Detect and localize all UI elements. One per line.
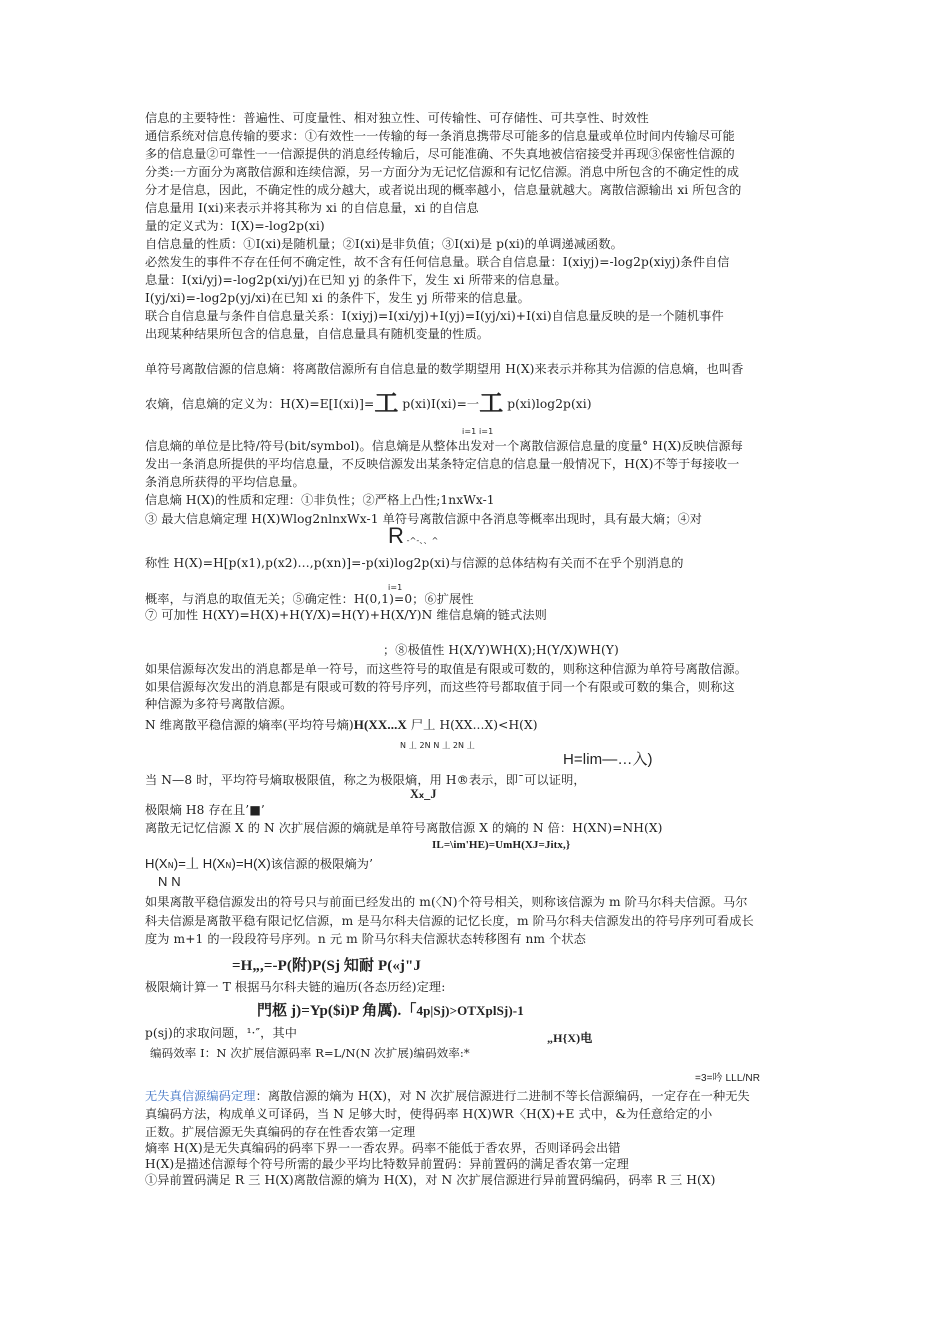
text-line: 当 N—8 时，平均符号熵取极限值，称之为极限熵，用 H®表示，即¯可以证明， bbox=[145, 773, 586, 787]
formula-text: 4p|Sj)>OTXplSj)-1 bbox=[416, 1003, 524, 1018]
sum-symbol: 工 bbox=[374, 390, 399, 417]
formula-text: H(X bbox=[145, 856, 168, 871]
text-line: ①异前置码满足 R 三 H(X)离散信源的熵为 H(X)，对 N 次扩展信源进行异前置码编码，码率 R 三 H(X) bbox=[145, 1173, 716, 1187]
extension-entropy-line bbox=[145, 856, 373, 874]
text-line: 自信息量的性质：①I(xi)是随机量；②I(xi)是非负值；③I(xi)是 p(xi)的单调递减函数。 bbox=[145, 237, 623, 251]
formula-symbol: R bbox=[388, 523, 404, 548]
formula-text: „H{X)电 bbox=[547, 1031, 593, 1045]
text-line: 正数。扩展信源无失真编码的存在性香农第一定理 bbox=[145, 1125, 416, 1139]
text-line: 科夫信源是离散平稳有限记忆信源，m 是马尔科夫信源的记忆长度，m 阶马尔科夫信源发出的符号序列可看成长 bbox=[145, 914, 754, 928]
text-line bbox=[145, 1088, 750, 1104]
text-line: ；⑧极值性 H(X/Y)WH(X);H(Y/X)WH(Y) bbox=[383, 643, 619, 657]
formula-text: X bbox=[410, 787, 419, 801]
formula-text: 尸丄 H(XX...X)<H(X) bbox=[406, 718, 538, 732]
formula-subscript: N 丄 2N N 丄 2N 丄 bbox=[400, 741, 475, 750]
formula-text: p(xi)log2p(xi) bbox=[503, 397, 592, 411]
formula-text: H=lim—…入) bbox=[563, 751, 653, 768]
formula-text: )=H(X) bbox=[231, 856, 271, 871]
text-line: 真编码方法，构成单义可译码，当 N 足够大时，使得码率 H(X)WR〈H(X)+E 式中，&为任意给定的小 bbox=[145, 1107, 713, 1121]
text-line: 如果离散平稳信源发出的符号只与前面已经发出的 m(〈N)个符号相关，则称该信源为 m 阶马尔科夫信源。马尔 bbox=[145, 895, 748, 909]
formula-subscript: N bbox=[225, 861, 232, 870]
text-line: 称性 H(X)=H[p(x1),p(x2)…,p(xn)]=-p(xi)log2p(xi)与信源的总体结构有关而不在乎个别消息的 bbox=[145, 556, 684, 570]
text-line: ⑦ 可加性 H(XY)=H(X)+H(Y/X)=H(Y)+H(X/Y)N 维信息熵的链式法则 bbox=[145, 608, 547, 622]
formula-text: 門柩 j)=Yp($i)P 角厲).「 bbox=[257, 1003, 417, 1019]
sum-symbol: 工 bbox=[479, 390, 504, 417]
formula-subscript: N N bbox=[158, 874, 181, 889]
entropy-rate-line bbox=[145, 717, 538, 733]
formula-text: N 维离散平稳信源的熵率(平均符号熵) bbox=[145, 718, 354, 732]
formula-text: -^-、、^ bbox=[404, 536, 439, 545]
formula-text: =H„,=-P(附)P(Sj 知耐 P(«j"J bbox=[232, 958, 422, 974]
entropy-definition bbox=[145, 390, 592, 417]
text-line: 信息的主要特性：普遍性、可度量性、相对独立性、可传输性、可存储性、可共享性、时效性 bbox=[145, 111, 649, 125]
text-line: 信息熵 H(X)的性质和定理：①非负性；②严格上凸性;1nxWx-1 bbox=[145, 493, 495, 507]
text-line: 分才是信息，因此，不确定性的成分越大，或者说出现的概率越小，信息量就越大。离散信源输出 xi 所包含的 bbox=[145, 183, 742, 197]
text-line: 条消息所获得的平均信息量。 bbox=[145, 475, 305, 489]
formula-fragment bbox=[388, 523, 439, 549]
text-line: 出现某种结果所包含的信息量，自信息量具有随机变量的性质。 bbox=[145, 327, 490, 341]
text-line: 通信系统对信息传输的要求：①有效性一一传输的每一条消息携带尽可能多的信息量或单位时间内传输尽可能 bbox=[145, 129, 735, 143]
text-line: 信息熵的单位是比特/符号(bit/symbol)。信息熵是从整体出发对一个离散信源信息量的度量° H(X)反映信源每 bbox=[145, 439, 743, 453]
formula-text: IL=\im'HE)=UmH(XJ=Jitx,} bbox=[432, 839, 571, 851]
formula-fragment bbox=[257, 1003, 524, 1019]
text-line: 多的信息量②可靠性一一信源提供的消息经传输后，尽可能准确、不失真地被信宿接受并再现③保密性信源的 bbox=[145, 147, 735, 161]
formula-subscript: x bbox=[418, 791, 425, 800]
formula-subscript: N bbox=[167, 861, 174, 870]
summation-index: i=1 i=1 bbox=[462, 427, 494, 436]
text-line: 分类:一方面分为离散信源和连续信源，另一方面分为无记忆信源和有记忆信源。消息中所包含的不确定性的成 bbox=[145, 165, 740, 179]
text-line: 联合自信息量与条件自信息量关系：I(xiyj)=I(xi/yj)+I(yj)=I(yj/xi)+I(xi)自信息量反映的是一个随机事件 bbox=[145, 309, 724, 323]
formula-text: H(XX...X bbox=[353, 717, 407, 732]
text-line: 单符号离散信源的信息熵：将离散信源所有自信息量的数学期望用 H(X)来表示并称其为信源的信息熵，也叫香 bbox=[145, 362, 744, 376]
formula-text: _J bbox=[424, 787, 437, 801]
text-line: 信息量用 I(xi)来表示并将其称为 xi 的自信息量，xi 的自信息 bbox=[145, 201, 479, 215]
text-line: 离散无记忆信源 X 的 N 次扩展信源的熵就是单符号离散信源 X 的熵的 N 倍：H(XN)=NH(X) bbox=[145, 821, 663, 835]
text-line: 度为 m+1 的一段段符号序列。n 元 m 阶马尔科夫信源状态转移图有 nm 个状态 bbox=[145, 932, 586, 946]
formula-text: =3=吟 LLL/NR bbox=[695, 1073, 761, 1084]
text-line: 编码效率 I：N 次扩展信源码率 R=L/N(N 次扩展)编码效率:* bbox=[150, 1046, 470, 1060]
text-line: 种信源为多符号离散信源。 bbox=[145, 697, 293, 711]
text-line: 如果信源每次发出的消息都是有限或可数的符号序列，而这些符号都取值于同一个有限或可数的集合，则称这 bbox=[145, 680, 735, 694]
text-line: 必然发生的事件不存在任何不确定性，故不含有任何信息量。联合自信息量：I(xiyj)=-log2p(xiyj)条件自信 bbox=[145, 255, 730, 269]
summation-index: i=1 bbox=[388, 583, 403, 592]
formula-fragment bbox=[410, 786, 437, 804]
text-line: 息量：I(xi/yj)=-log2p(xi/yj)在已知 yj 的条件下，发生 xi 所带来的信息量。 bbox=[145, 273, 567, 287]
formula-text: 农熵，信息熵的定义为：H(X)=E[I(xi)]= bbox=[145, 397, 375, 411]
text-line: 如果信源每次发出的消息都是单一符号，而这些符号的取值是有限或可数的，则称这种信源为单符号离散信源。 bbox=[145, 662, 748, 676]
text-line: 量的定义式为：I(X)=-log2p(xi) bbox=[145, 219, 325, 233]
text-line: 概率，与消息的取值无关；⑤确定性：H(0,1)=0；⑥扩展性 bbox=[145, 592, 474, 606]
section-link[interactable]: 无失真信源编码定理 bbox=[145, 1089, 256, 1103]
text-line: 极限熵计算一 T 根据马尔科夫链的遍历(各态历经)定理: bbox=[145, 980, 446, 994]
text-line: ③ 最大信息熵定理 H(X)Wlog2nlnxWx-1 单符号离散信源中各消息等概率出现时，具有最大熵；④对 bbox=[145, 512, 703, 526]
text-line: I(yj/xi)=-log2p(yj/xi)在已知 xi 的条件下，发生 yj 所带来的信息量。 bbox=[145, 291, 530, 305]
text-line: 极限熵 H8 存在且’■’ bbox=[145, 803, 265, 817]
formula-text: 该信源的极限熵为’ bbox=[270, 857, 374, 871]
formula-text: )=丄 H(X bbox=[173, 856, 226, 871]
text-segment: ：离散信源的熵为 H(X)，对 N 次扩展信源进行二进制不等长信源编码，一定存在一种无失 bbox=[255, 1089, 750, 1103]
text-line: p(sj)的求取问题，¹·″，其中 bbox=[145, 1026, 298, 1040]
text-line: H(X)是描述信源每个符号所需的最少平均比特数异前置码：异前置码的满足香农第一定理 bbox=[145, 1157, 629, 1171]
text-line: 熵率 H(X)是无失真编码的码率下界一一香农界。码率不能低于香农界，否则译码会出错 bbox=[145, 1141, 621, 1155]
text-line: 发出一条消息所提供的平均信息量，不反映信源发出某条特定信息的信息量一般情况下，H(X)不等于每接收一 bbox=[145, 457, 740, 471]
formula-text: p(xi)I(xi)=一 bbox=[398, 397, 480, 411]
